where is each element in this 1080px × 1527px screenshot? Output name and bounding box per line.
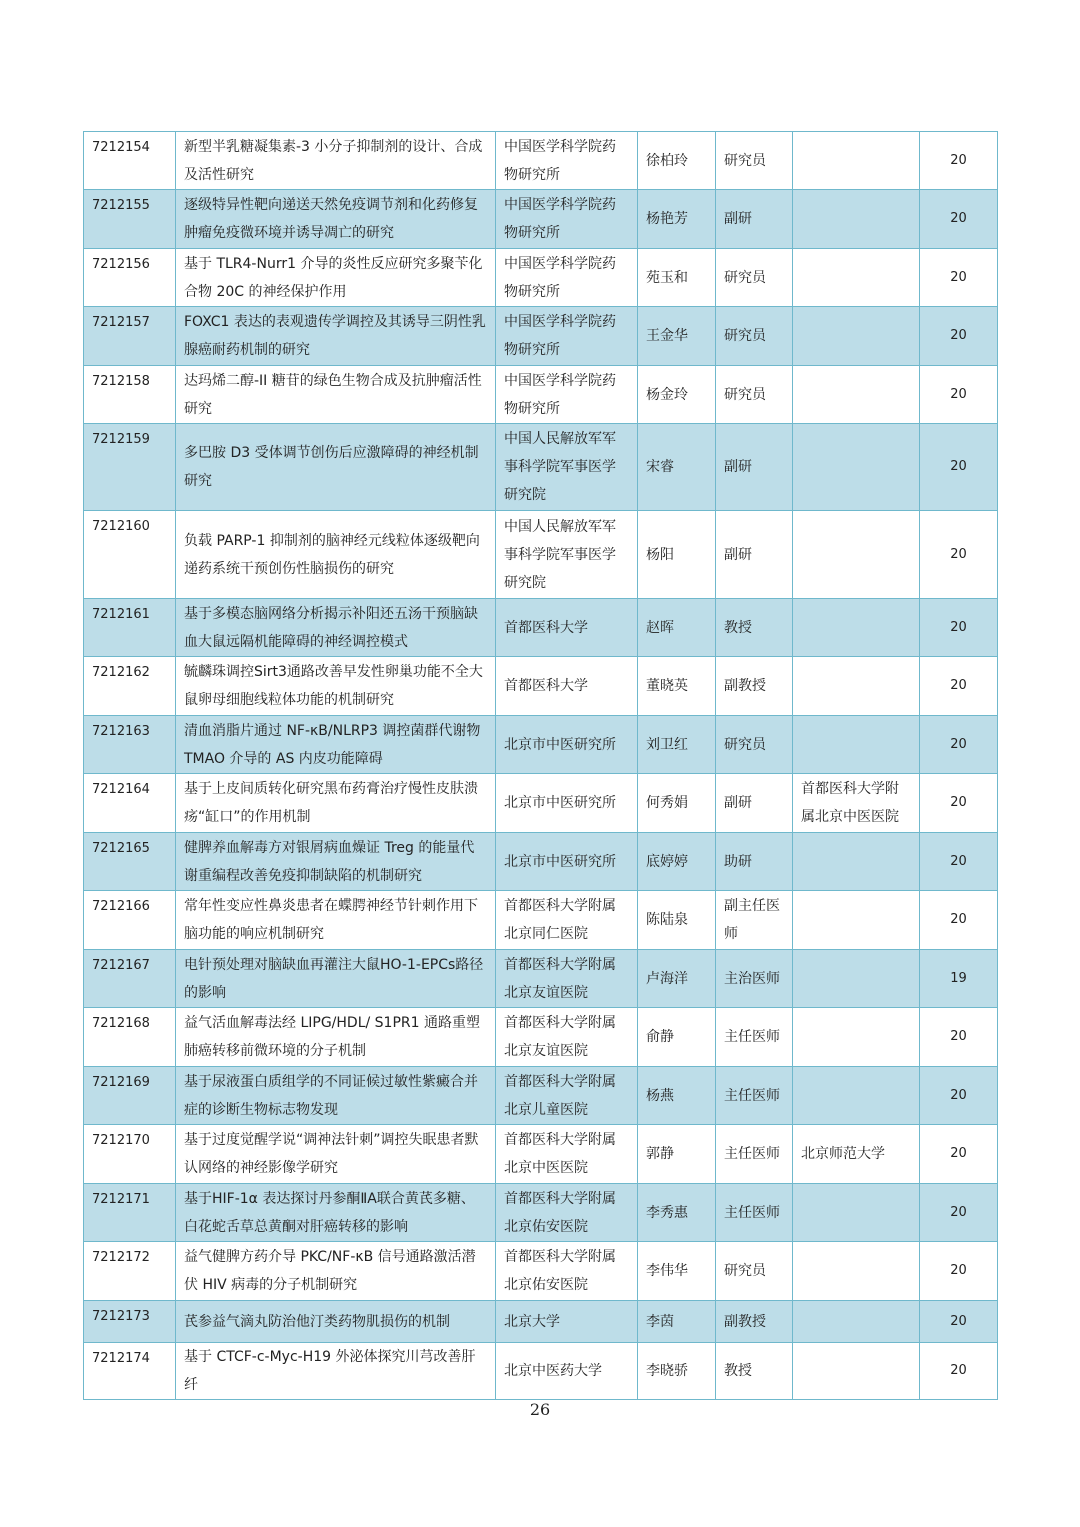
principal-investigator: 郭静 [638,1125,716,1184]
principal-investigator: 李茵 [638,1301,716,1343]
table-row [84,599,998,657]
partner-institution [793,366,920,424]
professional-title: 副研 [716,511,793,599]
funding-amount: 20 [920,1067,998,1125]
professional-title: 副教授 [716,657,793,716]
professional-title: 研究员 [716,716,793,774]
project-id: 7212171 [84,1184,176,1242]
institution: 中国人民解放军军事科学院军事医学研究院 [496,511,638,599]
project-title: 基于过度觉醒学说“调神法针刺”调控失眠患者默认网络的神经影像学研究 [176,1125,496,1184]
partner-institution [793,190,920,249]
principal-investigator: 徐柏玲 [638,132,716,190]
project-title: 新型半乳糖凝集素-3 小分子抑制剂的设计、合成及活性研究 [176,132,496,190]
principal-investigator: 何秀娟 [638,774,716,833]
project-id: 7212172 [84,1242,176,1301]
partner-institution [793,249,920,307]
project-title: 芪参益气滴丸防治他汀类药物肌损伤的机制 [176,1301,496,1343]
page-number: 26 [529,1400,551,1419]
project-id: 7212170 [84,1125,176,1184]
table-row [84,774,998,833]
project-title: 常年性变应性鼻炎患者在蝶腭神经节针刺作用下脑功能的响应机制研究 [176,891,496,950]
funding-amount: 20 [920,511,998,599]
principal-investigator: 杨阳 [638,511,716,599]
grant-table [83,131,998,1400]
institution: 中国医学科学院药物研究所 [496,190,638,249]
institution: 首都医科大学 [496,657,638,716]
partner-institution [793,1008,920,1067]
institution: 首都医科大学附属北京佑安医院 [496,1242,638,1301]
project-title: 基于 CTCF-c-Myc-H19 外泌体探究川芎改善肝纤 [176,1343,496,1400]
partner-institution [793,511,920,599]
project-id: 7212168 [84,1008,176,1067]
institution: 首都医科大学附属北京友谊医院 [496,1008,638,1067]
project-id: 7212162 [84,657,176,716]
funding-amount: 20 [920,132,998,190]
table-row [84,190,998,249]
funding-amount: 20 [920,1242,998,1301]
professional-title: 主治医师 [716,950,793,1008]
professional-title: 助研 [716,833,793,891]
institution: 中国医学科学院药物研究所 [496,366,638,424]
project-title: 达玛烯二醇-II 糖苷的绿色生物合成及抗肿瘤活性研究 [176,366,496,424]
project-id: 7212165 [84,833,176,891]
table-row [84,307,998,366]
professional-title: 教授 [716,1343,793,1400]
principal-investigator: 李秀惠 [638,1184,716,1242]
partner-institution [793,657,920,716]
partner-institution [793,599,920,657]
table-row [84,1343,998,1400]
institution: 北京市中医研究所 [496,833,638,891]
table-row [84,1067,998,1125]
project-title: 基于 TLR4-Nurr1 介导的炎性反应研究多聚苄化合物 20C 的神经保护作用 [176,249,496,307]
project-id: 7212160 [84,511,176,599]
project-title: 基于上皮间质转化研究黑布药膏治疗慢性皮肤溃疡“缸口”的作用机制 [176,774,496,833]
funding-amount: 20 [920,657,998,716]
table-row [84,891,998,950]
partner-institution [793,1067,920,1125]
funding-amount: 20 [920,190,998,249]
funding-amount: 20 [920,1343,998,1400]
institution: 北京中医药大学 [496,1343,638,1400]
professional-title: 研究员 [716,307,793,366]
project-title: 毓麟珠调控Sirt3通路改善早发性卵巢功能不全大鼠卵母细胞线粒体功能的机制研究 [176,657,496,716]
institution: 中国医学科学院药物研究所 [496,249,638,307]
partner-institution: 北京师范大学 [793,1125,920,1184]
table-row [84,1125,998,1184]
funding-amount: 20 [920,307,998,366]
project-title: 基于尿液蛋白质组学的不同证候过敏性紫癜合并症的诊断生物标志物发现 [176,1067,496,1125]
project-id: 7212167 [84,950,176,1008]
funding-amount: 20 [920,1184,998,1242]
funding-amount: 20 [920,366,998,424]
principal-investigator: 董晓英 [638,657,716,716]
principal-investigator: 赵晖 [638,599,716,657]
partner-institution [793,132,920,190]
professional-title: 研究员 [716,366,793,424]
principal-investigator: 陈陆泉 [638,891,716,950]
table-row [84,132,998,190]
project-title: 清血消脂片通过 NF-κB/NLRP3 调控菌群代谢物 TMAO 介导的 AS 内皮功能障碍 [176,716,496,774]
table-row [84,950,998,1008]
project-title: 逐级特异性靶向递送天然免疫调节剂和化药修复肿瘤免疫微环境并诱导凋亡的研究 [176,190,496,249]
project-title: 基于多模态脑网络分析揭示补阳还五汤干预脑缺血大鼠远隔机能障碍的神经调控模式 [176,599,496,657]
principal-investigator: 刘卫红 [638,716,716,774]
principal-investigator: 卢海洋 [638,950,716,1008]
institution: 首都医科大学附属北京佑安医院 [496,1184,638,1242]
funding-amount: 20 [920,1008,998,1067]
principal-investigator: 王金华 [638,307,716,366]
funding-amount: 20 [920,774,998,833]
table-row [84,1184,998,1242]
professional-title: 副主任医师 [716,891,793,950]
professional-title: 副教授 [716,1301,793,1343]
institution: 北京市中医研究所 [496,716,638,774]
professional-title: 研究员 [716,132,793,190]
professional-title: 主任医师 [716,1184,793,1242]
table-row [84,1008,998,1067]
institution: 首都医科大学附属北京中医医院 [496,1125,638,1184]
project-title: 电针预处理对脑缺血再灌注大鼠HO-1-EPCs路径的影响 [176,950,496,1008]
funding-amount: 20 [920,891,998,950]
project-id: 7212169 [84,1067,176,1125]
principal-investigator: 俞静 [638,1008,716,1067]
principal-investigator: 杨金玲 [638,366,716,424]
institution: 中国医学科学院药物研究所 [496,307,638,366]
project-id: 7212159 [84,424,176,511]
table-row [84,833,998,891]
project-title: 益气健脾方药介导 PKC/NF-κB 信号通路激活潜伏 HIV 病毒的分子机制研究 [176,1242,496,1301]
professional-title: 副研 [716,774,793,833]
professional-title: 主任医师 [716,1008,793,1067]
institution: 首都医科大学 [496,599,638,657]
professional-title: 副研 [716,424,793,511]
institution: 首都医科大学附属北京儿童医院 [496,1067,638,1125]
table-row [84,1301,998,1343]
principal-investigator: 底婷婷 [638,833,716,891]
funding-amount: 20 [920,424,998,511]
partner-institution [793,1301,920,1343]
principal-investigator: 苑玉和 [638,249,716,307]
professional-title: 教授 [716,599,793,657]
professional-title: 研究员 [716,1242,793,1301]
principal-investigator: 李伟华 [638,1242,716,1301]
principal-investigator: 李晓骄 [638,1343,716,1400]
institution: 北京市中医研究所 [496,774,638,833]
project-id: 7212174 [84,1343,176,1400]
project-id: 7212164 [84,774,176,833]
partner-institution [793,950,920,1008]
professional-title: 主任医师 [716,1067,793,1125]
funding-amount: 20 [920,249,998,307]
principal-investigator: 杨艳芳 [638,190,716,249]
funding-amount: 20 [920,716,998,774]
partner-institution [793,1343,920,1400]
funding-amount: 19 [920,950,998,1008]
project-id: 7212155 [84,190,176,249]
professional-title: 副研 [716,190,793,249]
project-title: 基于HIF-1α 表达探讨丹参酮ⅡA联合黄芪多糖、白花蛇舌草总黄酮对肝癌转移的影响 [176,1184,496,1242]
project-title: 益气活血解毒法经 LIPG/HDL/ S1PR1 通路重塑肺癌转移前微环境的分子机制 [176,1008,496,1067]
project-id: 7212156 [84,249,176,307]
project-id: 7212157 [84,307,176,366]
professional-title: 研究员 [716,249,793,307]
project-id: 7212161 [84,599,176,657]
institution: 北京大学 [496,1301,638,1343]
table-row [84,716,998,774]
funding-amount: 20 [920,599,998,657]
partner-institution [793,1184,920,1242]
project-title: 多巴胺 D3 受体调节创伤后应激障碍的神经机制研究 [176,424,496,511]
partner-institution [793,1242,920,1301]
table-row [84,249,998,307]
table-row [84,1242,998,1301]
partner-institution [793,891,920,950]
partner-institution: 首都医科大学附属北京中医医院 [793,774,920,833]
table-row [84,511,998,599]
table-row [84,366,998,424]
institution: 首都医科大学附属北京同仁医院 [496,891,638,950]
project-id: 7212158 [84,366,176,424]
funding-amount: 20 [920,1301,998,1343]
professional-title: 主任医师 [716,1125,793,1184]
partner-institution [793,307,920,366]
project-id: 7212163 [84,716,176,774]
principal-investigator: 宋睿 [638,424,716,511]
institution: 中国医学科学院药物研究所 [496,132,638,190]
table-row [84,657,998,716]
project-id: 7212166 [84,891,176,950]
project-title: 健脾养血解毒方对银屑病血燥证 Treg 的能量代谢重编程改善免疫抑制缺陷的机制研究 [176,833,496,891]
funding-amount: 20 [920,833,998,891]
partner-institution [793,716,920,774]
project-id: 7212173 [84,1301,176,1343]
partner-institution [793,424,920,511]
institution: 中国人民解放军军事科学院军事医学研究院 [496,424,638,511]
principal-investigator: 杨燕 [638,1067,716,1125]
table-row [84,424,998,511]
funding-amount: 20 [920,1125,998,1184]
project-title: FOXC1 表达的表观遗传学调控及其诱导三阴性乳腺癌耐药机制的研究 [176,307,496,366]
institution: 首都医科大学附属北京友谊医院 [496,950,638,1008]
partner-institution [793,833,920,891]
project-title: 负载 PARP-1 抑制剂的脑神经元线粒体逐级靶向递药系统干预创伤性脑损伤的研究 [176,511,496,599]
project-id: 7212154 [84,132,176,190]
